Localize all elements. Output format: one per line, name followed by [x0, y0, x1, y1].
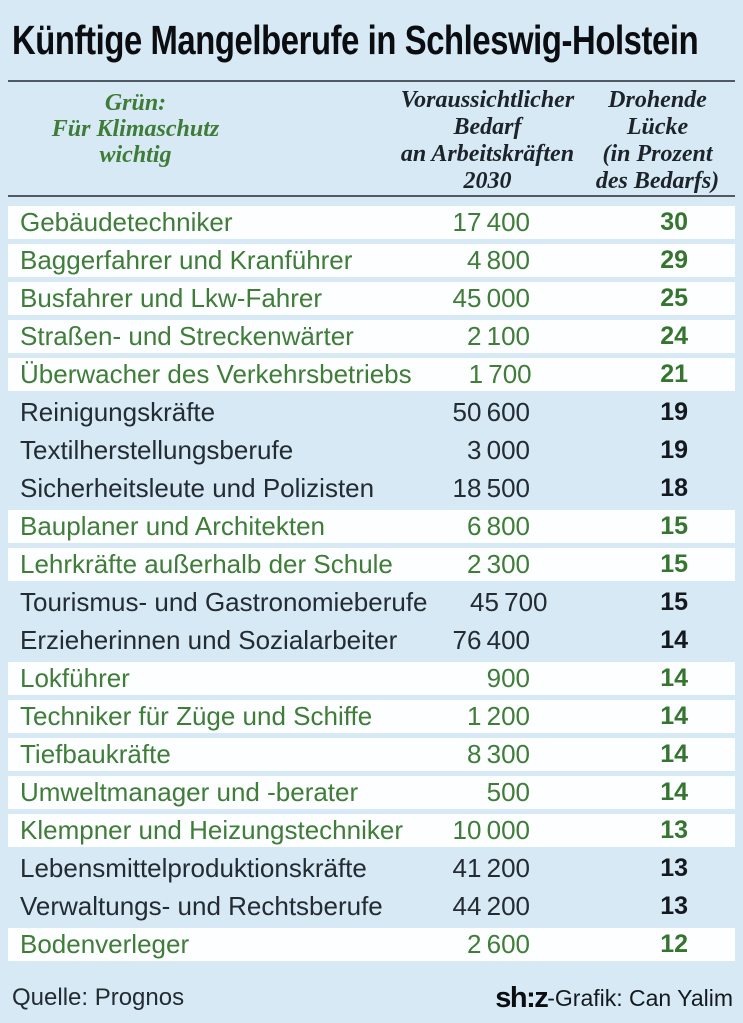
gap-percent-value: 25: [660, 284, 688, 312]
occupation-name: Bauplaner und Architekten: [20, 511, 325, 541]
table-row: [8, 282, 735, 315]
demand-value: 4 800: [466, 245, 530, 275]
table-row: [8, 244, 735, 277]
demand-value: 500: [486, 777, 530, 807]
footer: [12, 978, 733, 1018]
demand-value: 10 000: [452, 815, 530, 845]
demand-value: 18 500: [452, 473, 530, 503]
table-row: [8, 396, 735, 429]
demand-value: 8 300: [466, 739, 530, 769]
column-header-demand: [370, 87, 605, 195]
source-credit: Quelle: Prognos: [12, 984, 185, 1011]
demand-value: 900: [486, 663, 530, 693]
column-header-line: (in Prozent: [602, 141, 713, 167]
table-row: [8, 928, 735, 961]
table-row: [8, 358, 735, 391]
occupation-name: Busfahrer und Lkw-Fahrer: [20, 283, 323, 313]
occupation-name: Straßen- und Streckenwärter: [20, 321, 354, 351]
gap-percent-value: 15: [660, 588, 688, 616]
gap-percent-value: 29: [660, 246, 688, 274]
occupation-name: Erzieherinnen und Sozialarbeiter: [20, 625, 398, 655]
gap-percent-value: 13: [660, 854, 688, 882]
occupation-name: Textilherstellungsberufe: [20, 435, 294, 465]
legend-line: wichtig: [99, 142, 172, 168]
gap-percent-value: 30: [660, 208, 688, 236]
shz-logo: sh:z: [495, 981, 548, 1014]
occupation-name: Gebäudetechniker: [20, 207, 233, 237]
gap-percent-value: 14: [660, 664, 688, 692]
occupation-name: Sicherheitsleute und Polizisten: [20, 473, 375, 503]
table-row: [8, 738, 735, 771]
table-row: [8, 434, 735, 467]
gap-percent-value: 13: [660, 892, 688, 920]
credit-text: -Grafik: Can Yalim: [547, 984, 733, 1011]
demand-value: 45 000: [452, 283, 530, 313]
demand-value: 1 700: [468, 359, 532, 389]
legend-line: Grün:: [104, 90, 167, 116]
legend-line: Für Klimaschutz: [51, 116, 220, 142]
gap-percent-value: 24: [660, 322, 688, 350]
table-row: [8, 852, 735, 885]
demand-value: 41 200: [452, 853, 530, 883]
demand-value: 2 300: [466, 549, 530, 579]
gap-percent-value: 14: [660, 740, 688, 768]
column-header-line: 2030: [463, 168, 512, 194]
gap-percent-value: 18: [660, 474, 688, 502]
demand-value: 44 200: [452, 891, 530, 921]
column-header-line: Lücke: [626, 114, 689, 140]
column-header-gap: [575, 87, 740, 195]
table-row: [8, 548, 735, 581]
column-header-line: an Arbeitskräften: [400, 141, 575, 167]
gap-percent-value: 14: [660, 626, 688, 654]
legend-note: [8, 90, 263, 168]
gap-percent-value: 15: [660, 512, 688, 540]
column-header-line: Bedarf: [453, 114, 522, 140]
demand-value: 1 200: [466, 701, 530, 731]
column-header-line: Drohende: [608, 87, 707, 113]
gap-percent-value: 12: [660, 930, 688, 958]
divider-header: [8, 195, 735, 197]
occupation-name: Lebensmittelproduktionskräfte: [20, 853, 367, 883]
occupation-name: Klempner und Heizungstechniker: [20, 815, 403, 845]
demand-value: 2 600: [466, 929, 530, 959]
occupation-name: Tiefbaukräfte: [20, 739, 171, 769]
demand-value: 6 800: [466, 511, 530, 541]
table-row: [8, 814, 735, 847]
occupation-name: Verwaltungs- und Rechtsberufe: [20, 891, 383, 921]
divider-top: [8, 80, 735, 82]
occupation-name: Techniker für Züge und Schiffe: [20, 701, 373, 731]
demand-value: 76 400: [452, 625, 530, 655]
table-row: [8, 510, 735, 543]
occupation-name: Bodenverleger: [20, 929, 190, 959]
demand-value: 45 700: [470, 587, 548, 617]
table-row: [8, 586, 735, 619]
gap-percent-value: 14: [660, 778, 688, 806]
occupation-name: Baggerfahrer und Kranführer: [20, 245, 353, 275]
gap-percent-value: 14: [660, 702, 688, 730]
gap-percent-value: 13: [660, 816, 688, 844]
demand-value: 50 600: [452, 397, 530, 427]
occupation-name: Überwacher des Verkehrsbetriebs: [20, 359, 412, 389]
table-row: [8, 662, 735, 695]
graphic-credit: [495, 982, 733, 1015]
gap-percent-value: 19: [660, 436, 688, 464]
demand-value: 2 100: [466, 321, 530, 351]
occupation-name: Lehrkräfte außerhalb der Schule: [20, 549, 393, 579]
page-title: Künftige Mangelberufe in Schleswig-Holstein: [12, 17, 699, 63]
table-row: [8, 890, 735, 923]
occupation-name: Reinigungskräfte: [20, 397, 216, 427]
gap-percent-value: 19: [660, 398, 688, 426]
table-row: [8, 320, 735, 353]
table-row: [8, 472, 735, 505]
table-row: [8, 206, 735, 239]
occupation-name: Tourismus- und Gastronomieberufe: [20, 587, 428, 617]
column-header-line: des Bedarfs): [595, 168, 720, 194]
table-row: [8, 776, 735, 809]
shortage-table: [8, 206, 735, 966]
gap-percent-value: 21: [660, 360, 688, 388]
gap-percent-value: 15: [660, 550, 688, 578]
demand-value: 3 000: [466, 435, 530, 465]
column-header-line: Voraussichtlicher: [400, 87, 575, 113]
demand-value: 17 400: [452, 207, 530, 237]
table-row: [8, 700, 735, 733]
occupation-name: Lokführer: [20, 663, 130, 693]
occupation-name: Umweltmanager und -berater: [20, 777, 359, 807]
table-row: [8, 624, 735, 657]
